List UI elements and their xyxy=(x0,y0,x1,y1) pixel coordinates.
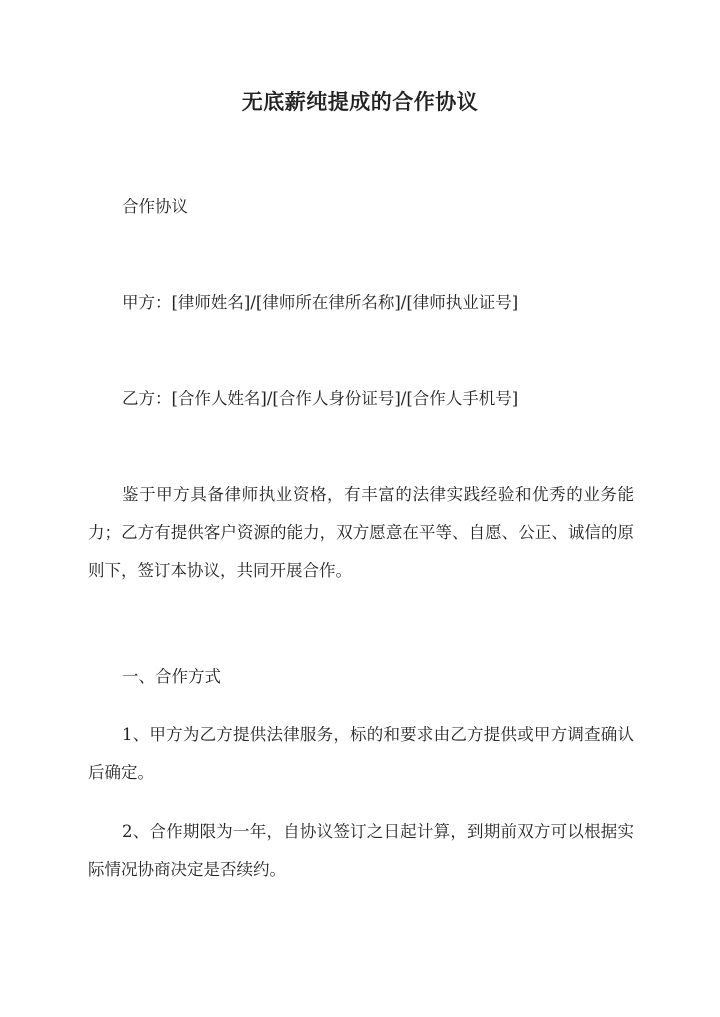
party-a-line: 甲方：[律师姓名]/[律师所在律所名称]/[律师执业证号] xyxy=(122,293,519,312)
section-heading-cooperation-method: 一、合作方式 xyxy=(122,667,221,686)
agreement-heading: 合作协议 xyxy=(122,197,188,216)
whereas-paragraph: 鉴于甲方具备律师执业资格，有丰富的法律实践经验和优秀的业务能力；乙方有提供客户资源的能力，双方愿意在平等、自愿、公正、诚信的原则下，签订本协议，共同开展合作。 xyxy=(88,485,634,580)
clause-item-1: 1、甲方为乙方提供法律服务，标的和要求由乙方提供或甲方调查确认后确定。 xyxy=(88,725,634,782)
party-b-line: 乙方：[合作人姓名]/[合作人身份证号]/[合作人手机号] xyxy=(122,389,519,408)
document-title: 无底薪纯提成的合作协议 xyxy=(241,89,479,114)
clause-item-2: 2、合作期限为一年，自协议签订之日起计算，到期前双方可以根据实际情况协商决定是否续约。 xyxy=(88,822,634,879)
